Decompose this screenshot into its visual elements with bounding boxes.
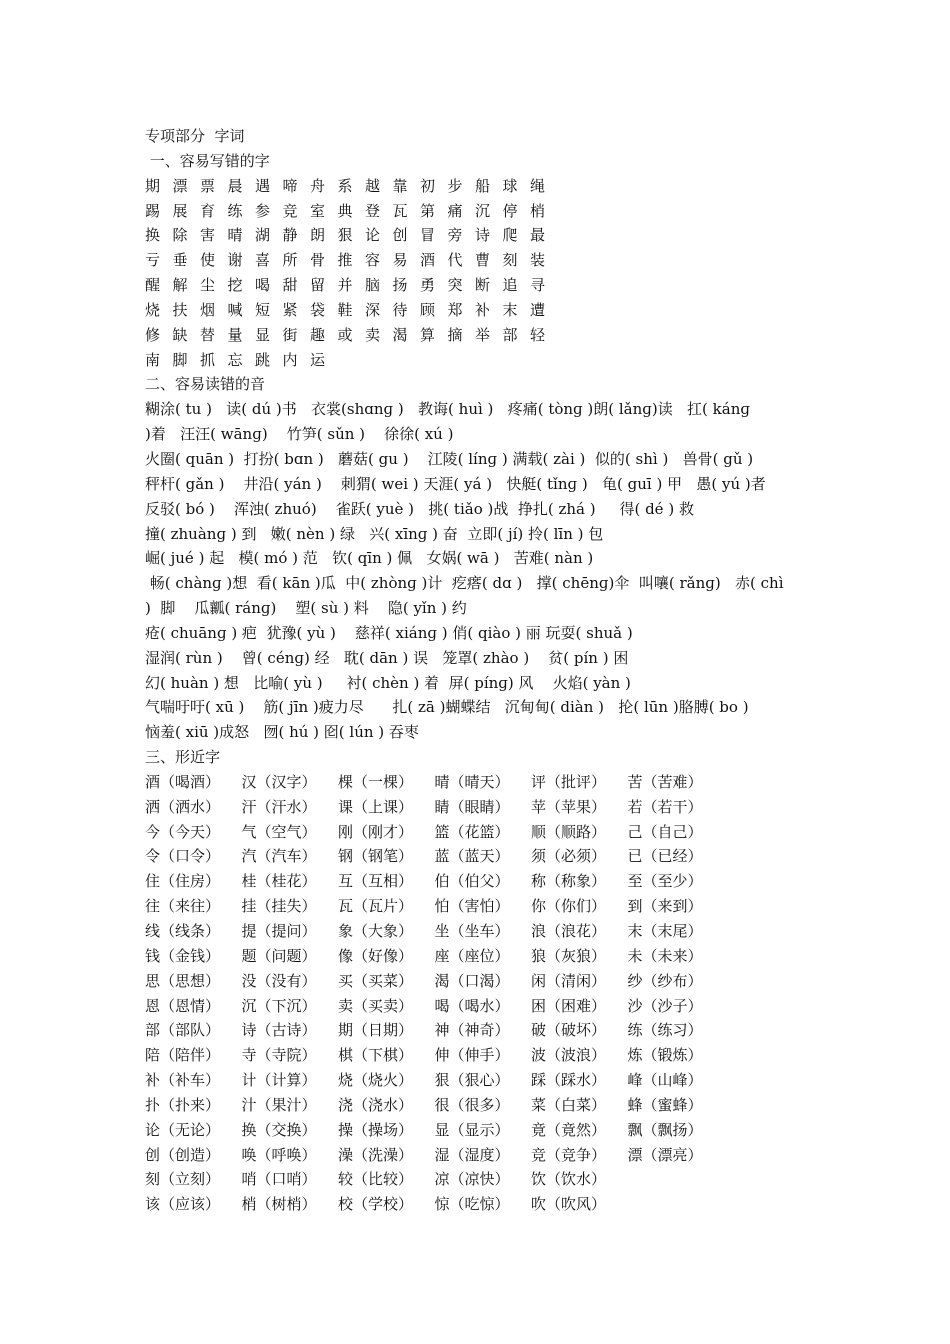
word-pair: 睛（眼睛） bbox=[434, 797, 510, 816]
word-pair: 峰（山峰） bbox=[627, 1071, 703, 1090]
document-body bbox=[145, 124, 825, 1217]
word-pair: 题（问题） bbox=[241, 946, 317, 965]
section-2-pinyin-lines bbox=[145, 397, 825, 745]
word-pair: 吹（吹风） bbox=[531, 1195, 607, 1214]
word-pair: 象（大象） bbox=[338, 922, 414, 940]
word-pair: 操（操场） bbox=[338, 1120, 414, 1139]
char-row: 踢展育练参竞室典登瓦第痛沉停梢 bbox=[145, 201, 558, 220]
word-grid-row bbox=[145, 1192, 825, 1217]
word-pair: 棵（一棵） bbox=[338, 772, 414, 791]
word-pair: 钱（金钱） bbox=[145, 946, 221, 965]
section-1-char-rows bbox=[145, 174, 825, 373]
word-pair: 竞（竞争） bbox=[531, 1145, 607, 1164]
char-row: 期漂票晨遇啼舟系越靠初步船球绳 bbox=[145, 176, 558, 195]
char-row: 醒解尘挖喝甜留并脑扬勇突断追寻 bbox=[145, 276, 558, 295]
word-grid-row bbox=[145, 944, 825, 969]
word-pair: 你（你们） bbox=[531, 897, 607, 916]
word-pair: 刻（立刻） bbox=[145, 1170, 221, 1189]
word-pair: 寺（寺院） bbox=[241, 1046, 317, 1065]
word-pair: 篮（花篮） bbox=[434, 822, 510, 841]
word-pair: 苦（苦难） bbox=[627, 772, 703, 791]
pinyin-line: ) 脚 瓜瓤( ránɡ) 塑( sù ) 料 隐( yǐn ) 约 bbox=[145, 599, 467, 618]
section-heading-3: 三、形近字 bbox=[145, 748, 221, 767]
pinyin-line: 崛( jué ) 起 模( mó ) 范 钦( qīn ) 佩 女娲( wā ) 苦难( nàn ) bbox=[145, 549, 594, 568]
section-heading-1: 一、容易写错的字 bbox=[145, 151, 270, 170]
word-pair: 换（交换） bbox=[241, 1120, 317, 1139]
word-pair: 湿（湿度） bbox=[434, 1145, 510, 1164]
word-pair: 渴（口渴） bbox=[434, 971, 510, 990]
word-pair: 桂（桂花） bbox=[241, 872, 317, 891]
char-row: 亏垂使谢喜所骨推容易酒代曹刻装 bbox=[145, 251, 558, 270]
char-row: 烧扶烟喊短紧袋鞋深待顾郑补末遭 bbox=[145, 300, 558, 319]
word-pair: 互（互相） bbox=[338, 872, 414, 891]
word-pair: 困（困难） bbox=[531, 996, 607, 1015]
char-row: 南脚抓忘跳内运 bbox=[145, 350, 338, 369]
pinyin-line: 反驳( bó ) 浑浊( zhuó) 雀跃( yuè ) 挑( tiǎo )战 挣扎( zhá ) 得( dé ) 救 bbox=[145, 499, 694, 518]
word-pair: 破（破坏） bbox=[531, 1021, 607, 1040]
word-pair: 瓦（瓦片） bbox=[338, 897, 414, 916]
word-grid-row bbox=[145, 1018, 825, 1043]
pinyin-line: 幻( huàn ) 想 比喻( yù ) 衬( chèn ) 着 屏( pínɡ) 风 火焰( yàn ) bbox=[145, 673, 631, 692]
word-pair: 伸（伸手） bbox=[434, 1046, 510, 1065]
word-pair: 澡（洗澡） bbox=[338, 1145, 414, 1164]
word-pair: 洒（洒水） bbox=[145, 797, 221, 816]
pinyin-line: 撞( zhuànɡ ) 到 嫩( nèn ) 绿 兴( xīnɡ ) 奋 立即( jí) 拎( līn ) 包 bbox=[145, 524, 604, 543]
word-pair: 座（座位） bbox=[434, 946, 510, 965]
word-pair: 气（空气） bbox=[241, 822, 317, 841]
word-pair: 神（神奇） bbox=[434, 1021, 510, 1040]
word-pair: 扑（扑来） bbox=[145, 1095, 221, 1114]
word-pair: 顺（顺路） bbox=[531, 822, 607, 841]
word-pair: 课（上课） bbox=[338, 797, 414, 816]
word-pair: 沉（下沉） bbox=[241, 996, 317, 1015]
pinyin-line: 糊涂( tu ) 读( dú )书 衣裳(shɑnɡ ) 教诲( huì ) 疼痛( tònɡ )朗( lǎnɡ)读 扛( kánɡ bbox=[145, 400, 750, 419]
word-pair: 挂（挂失） bbox=[241, 897, 317, 916]
pinyin-line: 恼羞( xiū )成怒 囫( hú ) 囵( lún ) 吞枣 bbox=[145, 723, 419, 742]
word-pair: 炼（锻炼） bbox=[627, 1046, 703, 1065]
word-pair: 坐（坐车） bbox=[434, 922, 510, 940]
word-pair: 踩（踩水） bbox=[531, 1071, 607, 1090]
word-grid-row bbox=[145, 820, 825, 845]
word-pair: 陪（陪伴） bbox=[145, 1046, 221, 1065]
word-grid-row bbox=[145, 894, 825, 919]
word-pair: 恩（恩情） bbox=[145, 996, 221, 1015]
word-pair: 汁（果汁） bbox=[241, 1095, 317, 1114]
word-pair: 补（补车） bbox=[145, 1071, 221, 1090]
word-pair: 唤（呼唤） bbox=[241, 1145, 317, 1164]
word-grid-row bbox=[145, 869, 825, 894]
pinyin-line: 气喘吁吁( xū ) 筋( jīn )疲力尽 扎( zā )蝴蝶结 沉甸甸( diàn ) 抡( lūn )胳膊( bo ) bbox=[145, 698, 749, 717]
word-pair: 狠（狠心） bbox=[434, 1071, 510, 1090]
word-grid-row bbox=[145, 994, 825, 1019]
word-grid-row bbox=[145, 795, 825, 820]
word-pair: 漂（漂亮） bbox=[627, 1145, 703, 1164]
word-grid-row bbox=[145, 1068, 825, 1093]
word-pair: 惊（吃惊） bbox=[434, 1195, 510, 1214]
word-pair: 烧（烧火） bbox=[338, 1071, 414, 1090]
word-pair: 沙（沙子） bbox=[627, 996, 703, 1015]
word-pair: 喝（喝水） bbox=[434, 996, 510, 1015]
word-pair: 未（未来） bbox=[627, 946, 703, 965]
word-pair: 没（没有） bbox=[241, 971, 317, 990]
word-pair: 刚（刚才） bbox=[338, 822, 414, 841]
section-3-word-grid bbox=[145, 770, 825, 1217]
word-pair: 汉（汉字） bbox=[241, 772, 317, 791]
word-pair: 该（应该） bbox=[145, 1195, 221, 1214]
word-pair: 诗（古诗） bbox=[241, 1021, 317, 1040]
word-pair: 蓝（蓝天） bbox=[434, 847, 510, 866]
word-pair: 汗（汗水） bbox=[241, 797, 317, 816]
word-pair: 买（买菜） bbox=[338, 971, 414, 990]
word-grid-row bbox=[145, 1167, 825, 1192]
word-grid-row bbox=[145, 1093, 825, 1118]
word-pair: 若（若干） bbox=[627, 797, 703, 816]
word-pair: 计（计算） bbox=[241, 1071, 317, 1090]
word-pair: 饮（饮水） bbox=[531, 1170, 607, 1189]
word-pair: 期（日期） bbox=[338, 1021, 414, 1040]
word-pair: 波（波浪） bbox=[531, 1046, 607, 1065]
word-pair: 凉（凉快） bbox=[434, 1170, 510, 1189]
word-pair: 今（今天） bbox=[145, 822, 221, 841]
word-pair: 评（批评） bbox=[531, 772, 607, 791]
word-pair: 很（很多） bbox=[434, 1095, 510, 1114]
pinyin-line: 秤杆( gǎn ) 井沿( yán ) 刺猬( wei ) 天涯( yá ) 快艇( tǐnɡ ) 龟( guī ) 甲 愚( yú )者 bbox=[145, 474, 766, 493]
word-pair: 往（来往） bbox=[145, 897, 221, 916]
section-heading-2: 二、容易读错的音 bbox=[145, 375, 266, 394]
word-pair: 钢（钢笔） bbox=[338, 847, 414, 866]
word-pair: 创（创造） bbox=[145, 1145, 221, 1164]
word-pair: 令（口令） bbox=[145, 847, 221, 866]
word-pair: 末（末尾） bbox=[627, 922, 703, 940]
word-pair: 飘（飘扬） bbox=[627, 1120, 703, 1139]
word-pair: 闲（清闲） bbox=[531, 971, 607, 990]
word-pair: 汽（汽车） bbox=[241, 847, 317, 866]
word-pair: 练（练习） bbox=[627, 1021, 703, 1040]
word-pair: 蜂（蜜蜂） bbox=[627, 1095, 703, 1114]
word-pair: 显（显示） bbox=[434, 1120, 510, 1139]
word-pair: 卖（买卖） bbox=[338, 996, 414, 1015]
document-title: 专项部分 字词 bbox=[145, 127, 245, 145]
word-pair: 菜（白菜） bbox=[531, 1095, 607, 1114]
word-pair: 称（称象） bbox=[531, 872, 607, 891]
word-grid-row bbox=[145, 1118, 825, 1143]
word-pair: 浪（浪花） bbox=[531, 922, 607, 940]
pinyin-line: 畅( chànɡ )想 看( kān )瓜 中( zhònɡ )计 疙瘩( dɑ ) 撑( chēnɡ)伞 叫嚷( rǎnɡ) 赤( chì bbox=[145, 574, 784, 593]
pinyin-line: )着 汪汪( wānɡ) 竹笋( sǔn ) 徐徐( xú ) bbox=[145, 425, 454, 444]
word-pair: 须（必须） bbox=[531, 847, 607, 866]
word-pair: 梢（树梢） bbox=[241, 1195, 317, 1214]
word-pair: 已（已经） bbox=[627, 847, 703, 866]
word-pair: 纱（纱布） bbox=[627, 971, 703, 990]
word-pair: 住（住房） bbox=[145, 872, 221, 891]
word-pair: 论（无论） bbox=[145, 1120, 221, 1139]
word-pair: 棋（下棋） bbox=[338, 1046, 414, 1065]
word-pair: 线（线条） bbox=[145, 922, 221, 940]
word-grid-row bbox=[145, 770, 825, 795]
word-pair: 酒（喝酒） bbox=[145, 772, 221, 791]
word-pair: 竟（竟然） bbox=[531, 1120, 607, 1139]
word-pair: 部（部队） bbox=[145, 1021, 221, 1040]
word-grid-row bbox=[145, 844, 825, 869]
word-grid-row bbox=[145, 1143, 825, 1168]
word-grid-row bbox=[145, 919, 825, 944]
word-pair: 像（好像） bbox=[338, 946, 414, 965]
word-pair: 到（来到） bbox=[627, 897, 703, 916]
word-pair: 较（比较） bbox=[338, 1170, 414, 1189]
word-pair: 思（思想） bbox=[145, 971, 221, 990]
word-grid-row bbox=[145, 969, 825, 994]
word-grid-row bbox=[145, 1043, 825, 1068]
word-pair: 己（自己） bbox=[627, 822, 703, 841]
word-pair: 伯（伯父） bbox=[434, 872, 510, 891]
word-pair: 狼（灰狼） bbox=[531, 946, 607, 965]
word-pair: 提（提问） bbox=[241, 922, 317, 940]
word-pair: 浇（浇水） bbox=[338, 1095, 414, 1114]
word-pair: 苹（苹果） bbox=[531, 797, 607, 816]
word-pair: 哨（口哨） bbox=[241, 1170, 317, 1189]
char-row: 修缺替量显街趣或卖渴算摘举部轻 bbox=[145, 325, 558, 344]
pinyin-line: 疮( chuānɡ ) 疤 犹豫( yù ) 慈祥( xiánɡ ) 俏( qiào ) 丽 玩耍( shuǎ ) bbox=[145, 623, 633, 642]
char-row: 换除害晴湖静朗狠论创冒旁诗爬最 bbox=[145, 226, 558, 245]
word-pair: 怕（害怕） bbox=[434, 897, 510, 916]
pinyin-line: 火圈( quān ) 打扮( bɑn ) 蘑菇( gu ) 江陵( línɡ ) 满载( zài ) 似的( shì ) 兽骨( gǔ ) bbox=[145, 449, 754, 468]
pinyin-line: 湿润( rùn ) 曾( cénɡ) 经 耽( dān ) 误 笼罩( zhào ) 贫( pín ) 困 bbox=[145, 648, 629, 667]
word-pair: 校（学校） bbox=[338, 1195, 414, 1214]
word-pair: 晴（晴天） bbox=[434, 772, 510, 791]
word-pair: 至（至少） bbox=[627, 872, 703, 891]
